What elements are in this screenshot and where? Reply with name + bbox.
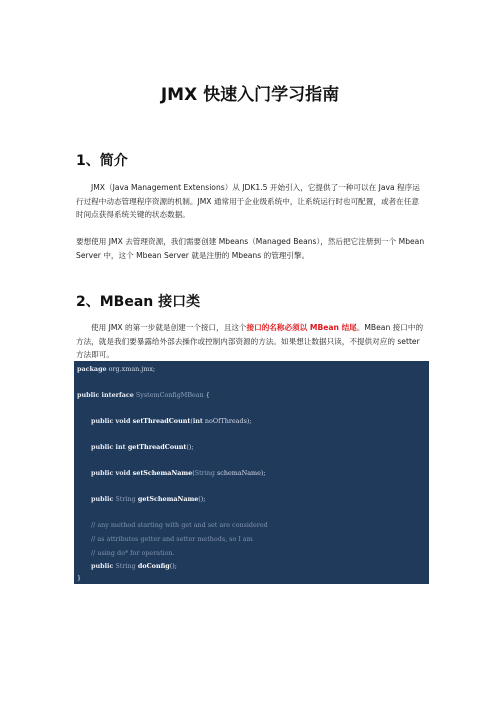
code-comment-1: // any method starting with get and set are considered (91, 521, 268, 529)
mbean-paragraph (76, 321, 426, 362)
code-keyword: public (91, 562, 114, 570)
intro-paragraph-2 (76, 235, 426, 262)
code-comment-3: // using do* for operation. (91, 549, 175, 557)
code-keyword: public (91, 495, 114, 503)
code-method: getSchemaName (135, 495, 199, 503)
mbean-paragraph-text (76, 321, 426, 362)
code-text: schemaName); (214, 469, 266, 477)
code-text: org.xman.jmx; (106, 365, 156, 373)
intro-paragraph-2-text: 要想使用 JMX 去管理资源，我们需要创建 Mbeans（Managed Beans），然后把它注册到一个 Mbean Server 中，这个 Mbean Server 就是注册的 Mbeans 的管理引擎。 (76, 237, 425, 260)
code-line-get-thread-count (91, 443, 193, 451)
code-line-interface (77, 391, 210, 399)
section-heading-mbean: 2、MBean 接口类 (76, 294, 201, 310)
code-type: String (113, 495, 136, 503)
code-keyword: public interface (77, 391, 134, 399)
code-text: ( (192, 469, 195, 477)
code-block (74, 361, 429, 584)
code-text: (); (186, 443, 194, 451)
code-keyword: int (192, 417, 203, 425)
intro-paragraph-1-text: JMX（Java Management Extensions）从 JDK1.5 开始引入，它提供了一种可以在 Java 程序运行过程中动态管理程序资源的机制。JMX 通常用于企业级系统中，让系统运行时也可配置，或者在任意时间点获得系统关键的状态数据。 (76, 183, 420, 219)
code-type: SystemConfigMBean (133, 391, 204, 399)
code-text: (); (169, 562, 177, 570)
mbean-paragraph-highlight: 接口的名称必须以 MBean 结尾 (246, 323, 357, 332)
code-comment-2: // as attributes getter and setter methods, so I am (91, 535, 253, 543)
code-line-get-schema-name (91, 495, 205, 503)
code-keyword: package (77, 365, 107, 373)
code-method: setThreadCount (130, 417, 191, 425)
code-method: getThreadCount (125, 443, 187, 451)
code-text: { (203, 391, 210, 399)
code-type: String (113, 562, 136, 570)
document-title: JMX 快速入门学习指南 (160, 85, 340, 105)
code-closing-brace: } (77, 574, 82, 582)
code-keyword: public int (91, 443, 126, 451)
code-line-set-schema-name (91, 469, 266, 477)
mbean-paragraph-pre: 使用 JMX 的第一步就是创建一个接口，且这个 (91, 323, 247, 332)
code-line-do-config (91, 562, 177, 570)
code-method: setSchemaName (130, 469, 193, 477)
code-type: String (194, 469, 215, 477)
code-text: ( (190, 417, 193, 425)
code-text: (); (198, 495, 206, 503)
section-heading-intro: 1、简介 (76, 153, 128, 169)
mbean-paragraph-post: 。MBean 接口中的方法，就是我们要暴露给外部去操作或控制内部资源的方法。如果想让数据只读，不提供对应的 setter 方法即可。 (76, 323, 424, 359)
code-line-set-thread-count (91, 417, 252, 425)
code-keyword: public void (91, 417, 131, 425)
code-line-package (77, 365, 155, 373)
code-method: doConfig (135, 562, 170, 570)
intro-paragraph-1 (76, 181, 426, 222)
code-keyword: public void (91, 469, 131, 477)
code-text: noOfThreads); (202, 417, 252, 425)
